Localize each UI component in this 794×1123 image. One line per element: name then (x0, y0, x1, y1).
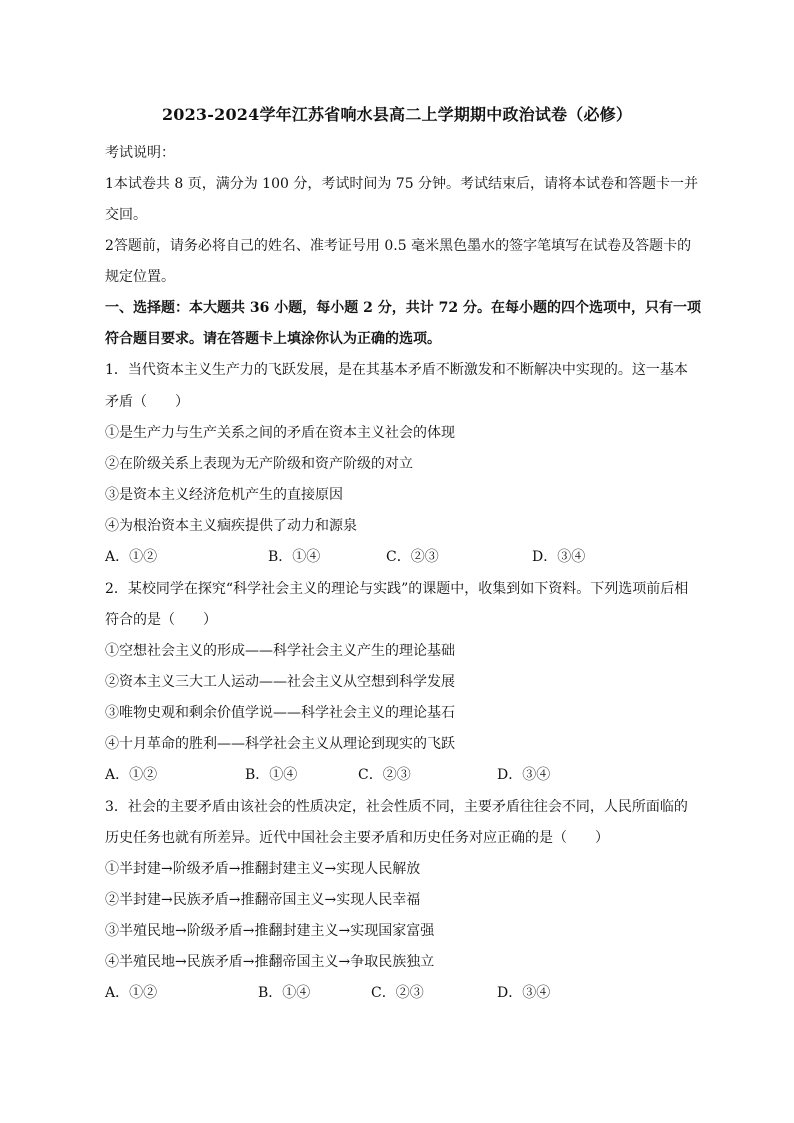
option-c: C．②③ (358, 767, 411, 783)
statement-4: ④半殖民地→民族矛盾→推翻帝国主义→争取民族独立 (105, 954, 435, 970)
statement-4: ④为根治资本主义痼疾提供了动力和源泉 (105, 518, 357, 534)
question-stem-line-1: 3．社会的主要矛盾由该社会的性质决定，社会性质不同，主要矛盾往往会不同，人民所面临的 (105, 799, 688, 815)
statement-2: ②半封建→民族矛盾→推翻帝国主义→实现人民幸福 (105, 892, 421, 908)
option-b: B．①④ (245, 767, 298, 783)
instructions-heading: 考试说明： (105, 145, 175, 161)
instruction-2-line-2: 规定位置。 (105, 269, 175, 285)
option-d: D．③④ (497, 767, 551, 783)
question-stem-line-2: 符合的是（ ） (105, 612, 217, 628)
statement-4: ④十月革命的胜利——科学社会主义从理论到现实的飞跃 (105, 736, 455, 752)
instruction-2-line-1: 2答题前，请务必将自己的姓名、准考证号用 0.5 毫米黑色墨水的签字笔填写在试卷及答题卡的 (105, 238, 692, 254)
statement-2: ②在阶级关系上表现为无产阶级和资产阶级的对立 (105, 456, 413, 472)
question-stem-line-1: 2．某校同学在探究“科学社会主义的理论与实践”的课题中，收集到如下资料。下列选项前后相 (105, 581, 689, 597)
statement-1: ①是生产力与生产关系之间的矛盾在资本主义社会的体现 (105, 425, 455, 441)
statement-3: ③唯物史观和剩余价值学说——科学社会主义的理论基石 (105, 705, 455, 721)
option-c: C．②③ (386, 549, 439, 565)
option-d: D．③④ (497, 985, 551, 1001)
instruction-1-line-1: 1本试卷共 8 页，满分为 100 分，考试时间为 75 分钟。考试结束后，请将本试卷和答题卡一并 (105, 176, 699, 192)
question-stem-line-2: 历史任务也就有所差异。近代中国社会主要矛盾和历史任务对应正确的是（ ） (105, 830, 609, 846)
statement-3: ③半殖民地→阶级矛盾→推翻封建主义→实现国家富强 (105, 923, 435, 939)
option-a: A．①② (105, 985, 158, 1001)
question-stem-line-2: 矛盾（ ） (105, 394, 189, 410)
statement-3: ③是资本主义经济危机产生的直接原因 (105, 487, 343, 503)
statement-2: ②资本主义三大工人运动——社会主义从空想到科学发展 (105, 674, 455, 690)
option-c: C．②③ (371, 985, 424, 1001)
section-heading-line-2: 符合题目要求。请在答题卡上填涂你认为正确的选项。 (105, 331, 441, 347)
option-b: B．①④ (268, 549, 321, 565)
option-a: A．①② (105, 549, 158, 565)
question-stem-line-1: 1．当代资本主义生产力的飞跃发展，是在其基本矛盾不断激发和不断解决中实现的。这一基本 (105, 362, 688, 378)
section-heading-line-1: 一、选择题：本大题共 36 小题，每小题 2 分，共计 72 分。在每小题的四个选项中，只有一项 (105, 300, 701, 316)
option-a: A．①② (105, 767, 158, 783)
option-d: D．③④ (532, 549, 586, 565)
page-title: 2023-2024学年江苏省响水县高二上学期期中政治试卷（必修） (161, 105, 633, 124)
statement-1: ①半封建→阶级矛盾→推翻封建主义→实现人民解放 (105, 861, 421, 877)
option-b: B．①④ (258, 985, 311, 1001)
statement-1: ①空想社会主义的形成——科学社会主义产生的理论基础 (105, 643, 455, 659)
instruction-1-line-2: 交回。 (105, 207, 147, 223)
